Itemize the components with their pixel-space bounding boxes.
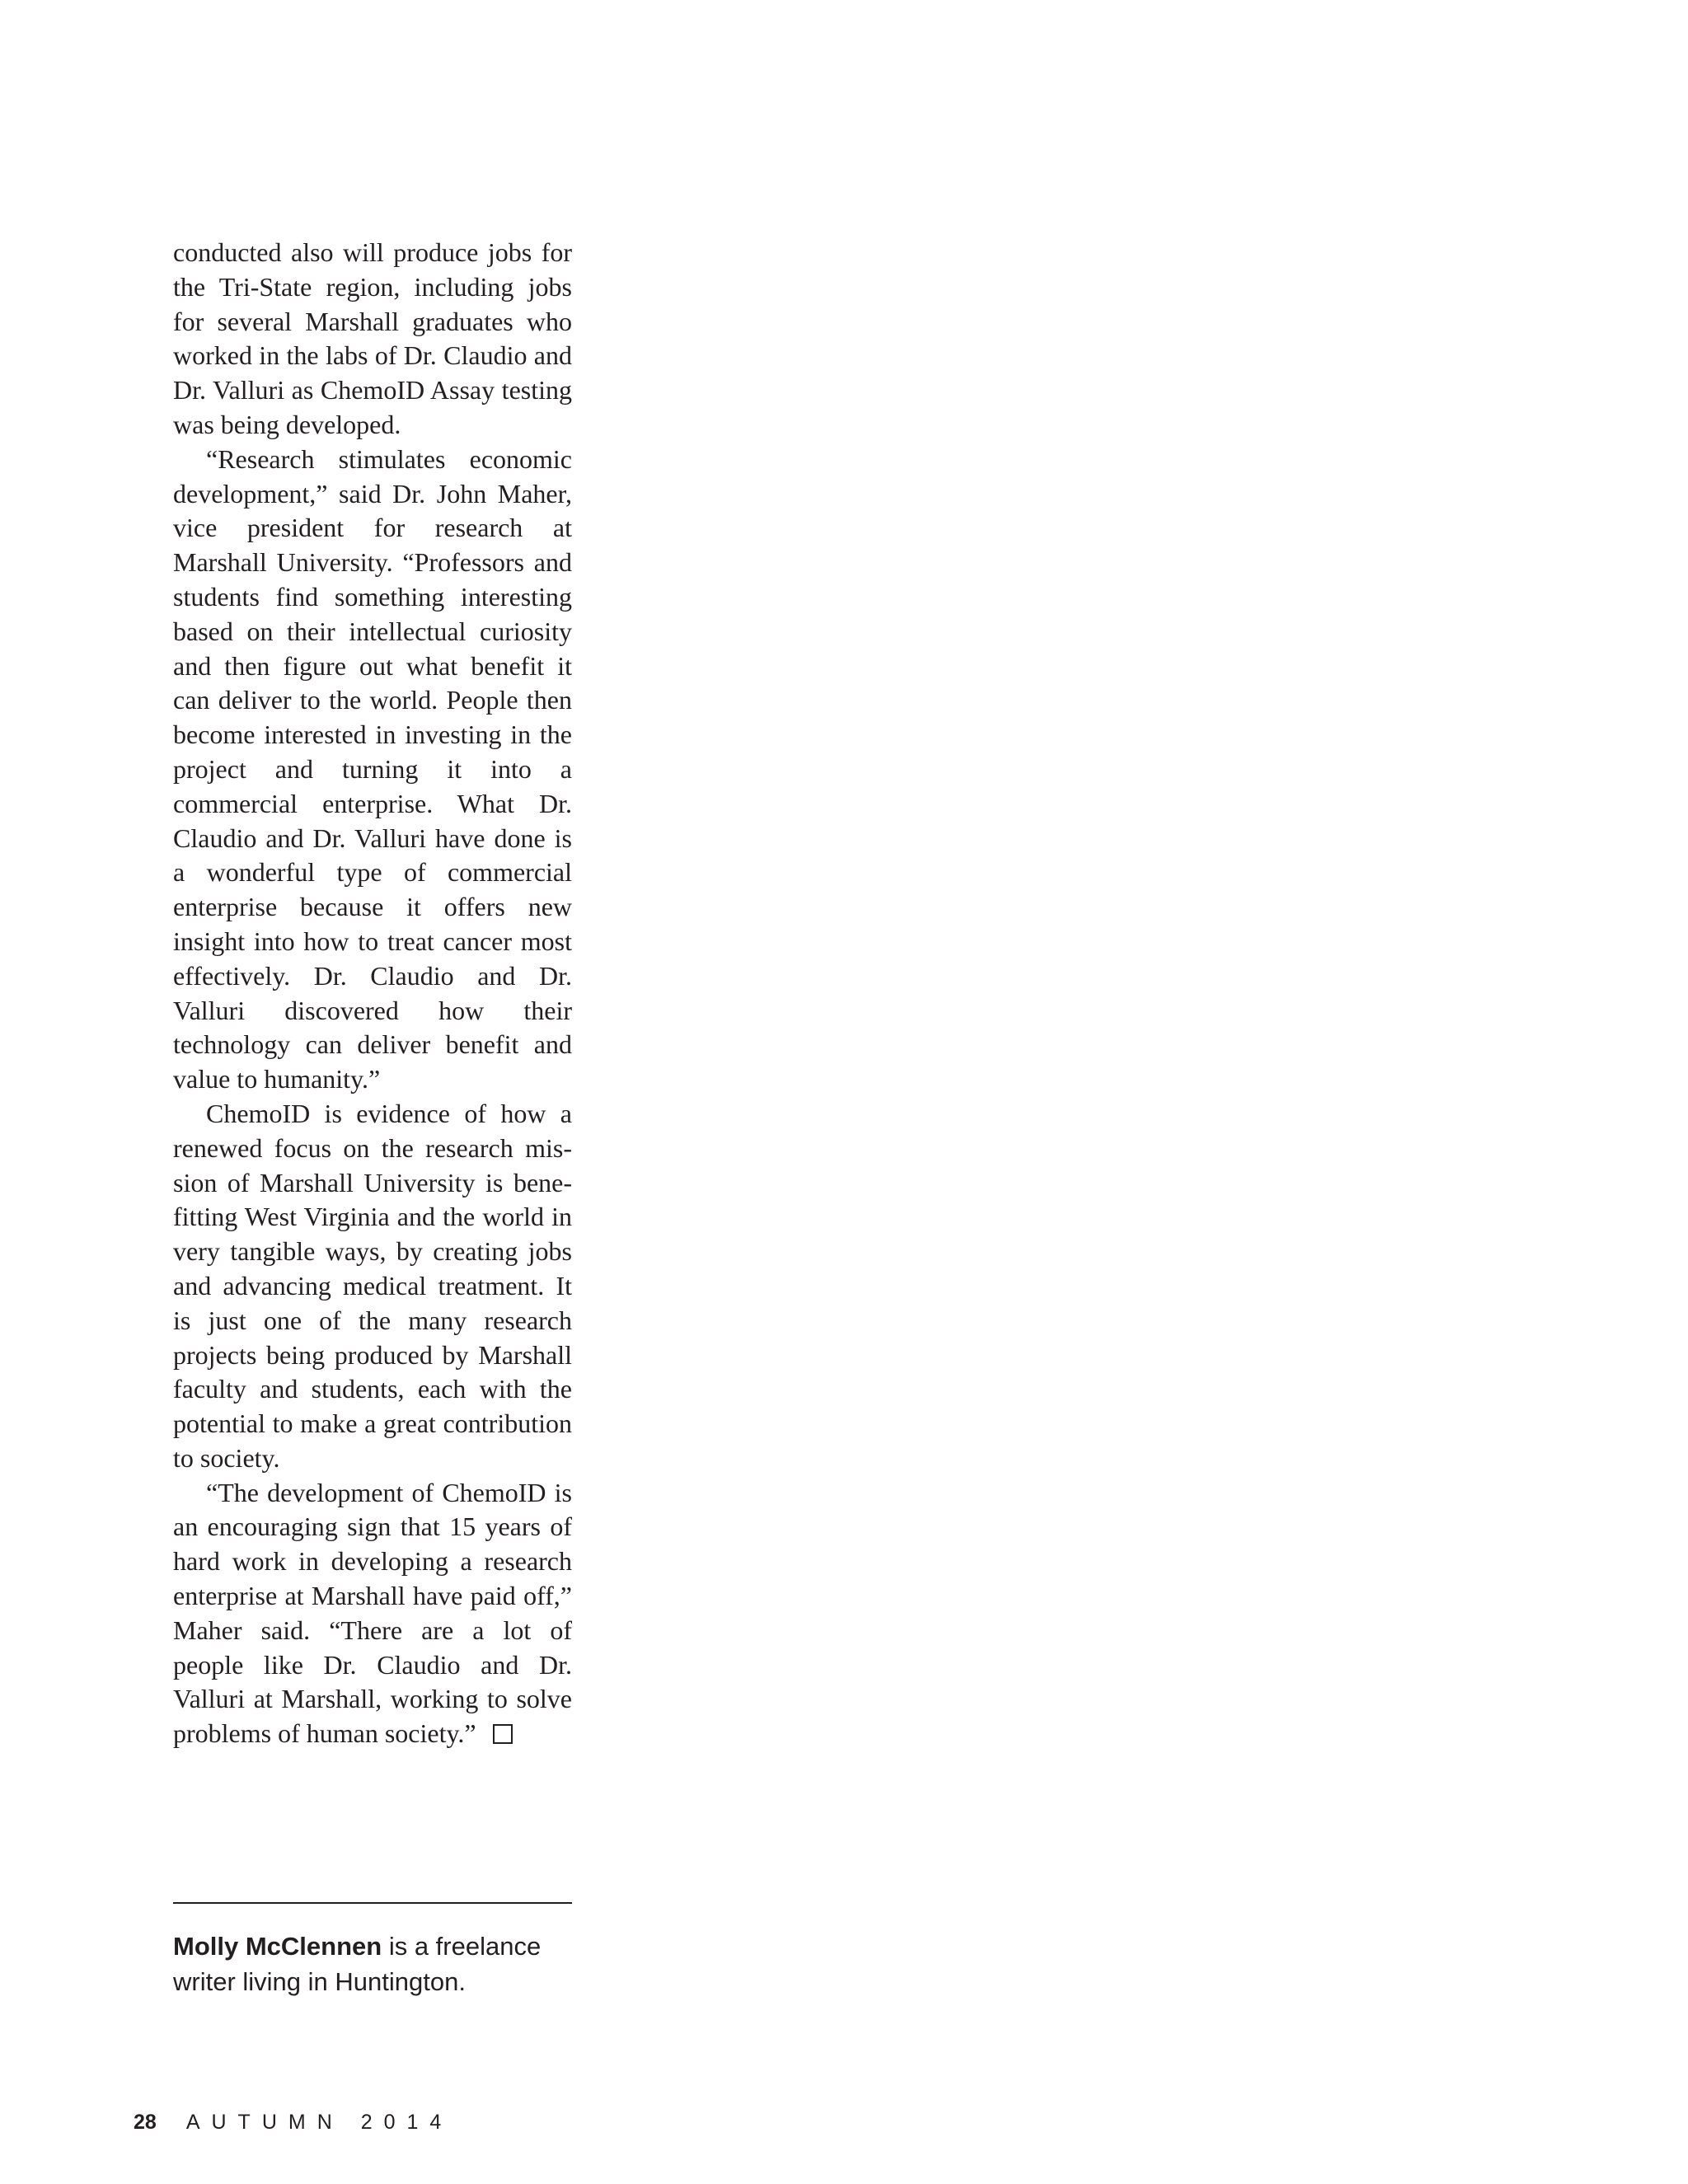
page-number: 28	[134, 2111, 157, 2134]
bio-divider	[173, 1902, 572, 1904]
page-footer	[134, 2111, 452, 2135]
author-bio	[173, 1929, 572, 1999]
article-paragraph: ChemoID is evidence of how a renewed focus on the research mission of Marshall University is benefitting West Virginia and the world in very tangible ways, by creating jobs and advancing medical treatment. It is just one of the many research projects being produced by Marshall faculty and students, each with the potential to make a great contribution to society.	[173, 1098, 572, 1473]
article-paragraph-last	[173, 1476, 572, 1751]
article-paragraph-text: “The development of ChemoID is an encouraging sign that 15 years of hard work in developing a research enterprise at Marshall have paid off,” Maher said. “There are a lot of people like Dr. Claudio and Dr. Valluri at Marshall, working to solve problems of human society.”	[173, 1477, 572, 1749]
article-paragraph: “Research stimulates economic development,” said Dr. John Maher, vice president for research at Marshall University. “Professors and students find something interesting based on their intellectual curiosity and then figure out what benefit it can deliver to the world. People then become interested in investing in the project and turning it into a commercial enterprise. What Dr. Claudio and Dr. Valluri have done is a wonderful type of commercial enterprise because it offers new insight into how to treat cancer most effectively. Dr. Claudio and Dr. Valluri discovered how their technology can deliver benefit and value to humanity.”	[173, 443, 572, 1094]
end-of-article-mark	[493, 1724, 513, 1744]
article-paragraph: conducted also will produce jobs for the Tri-State region, including jobs for several Marshall graduates who worked in the labs of Dr. Claudio and Dr. Valluri as ChemoID Assay testing was being developed.	[173, 237, 572, 439]
author-name: Molly McClennen	[173, 1932, 382, 1961]
issue-label: AUTUMN 2014	[185, 2111, 453, 2134]
author-bio-text: is a freelance writer living in Huntington.	[173, 1932, 542, 1996]
article-column	[173, 236, 572, 1751]
